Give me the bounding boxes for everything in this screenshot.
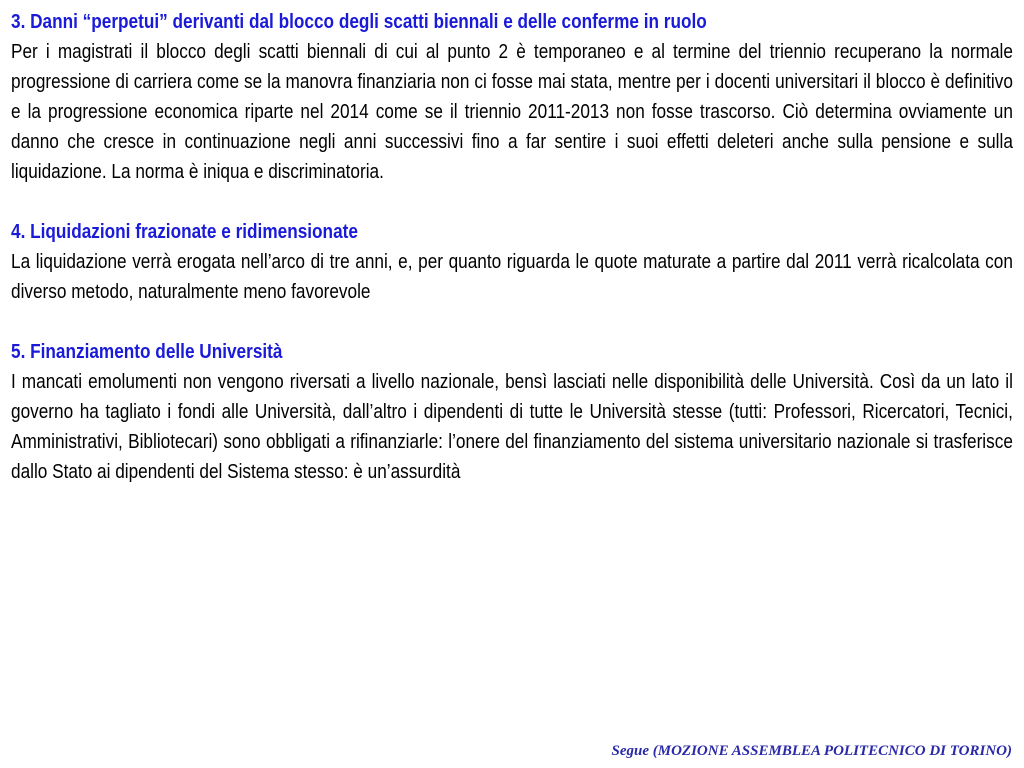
section-finanziamento: [11, 337, 1013, 487]
section-danni-perpetui: [11, 7, 1013, 187]
section-body: I mancati emolumenti non vengono riversati a livello nazionale, bensì lasciati nelle disponibilità delle Università. Così da un lato il governo ha tagliato i fondi alle Università, dall’altro i dipendenti di tutte le Università stesse (tutti: Professori, Ricercatori, Tecnici, Amministrativi, Bibliotecari) sono obbligati a rifinanziarle: l’onere del finanziamento del sistema universitario nazionale si trasferisce dallo Stato ai dipendenti del Sistema stesso: è un’assurdità: [11, 371, 1013, 483]
slide-content: [11, 7, 1013, 517]
section-heading: 5. Finanziamento delle Università: [11, 341, 283, 363]
section-heading: 3. Danni “perpetui” derivanti dal blocco degli scatti biennali e delle conferme in ruolo: [11, 11, 707, 33]
section-body: Per i magistrati il blocco degli scatti biennali di cui al punto 2 è temporaneo e al termine del triennio recuperano la normale progressione di carriera come se la manovra finanziaria non ci fosse mai stata, mentre per i docenti universitari il blocco è definitivo e la progressione economica riparte nel 2014 come se il triennio 2011-2013 non fosse trascorso. Ciò determina ovviamente un danno che cresce in continuazione negli anni successivi fino a far sentire i suoi effetti deleteri anche sulla pensione e sulla liquidazione. La norma è iniqua e discriminatoria.: [11, 41, 1013, 183]
section-liquidazioni: [11, 217, 1013, 307]
section-body: La liquidazione verrà erogata nell’arco di tre anni, e, per quanto riguarda le quote maturate a partire dal 2011 verrà ricalcolata con diverso metodo, naturalmente meno favorevole: [11, 251, 1013, 303]
footer-note: Segue (MOZIONE ASSEMBLEA POLITECNICO DI TORINO): [611, 743, 1012, 759]
section-heading: 4. Liquidazioni frazionate e ridimensionate: [11, 221, 358, 243]
